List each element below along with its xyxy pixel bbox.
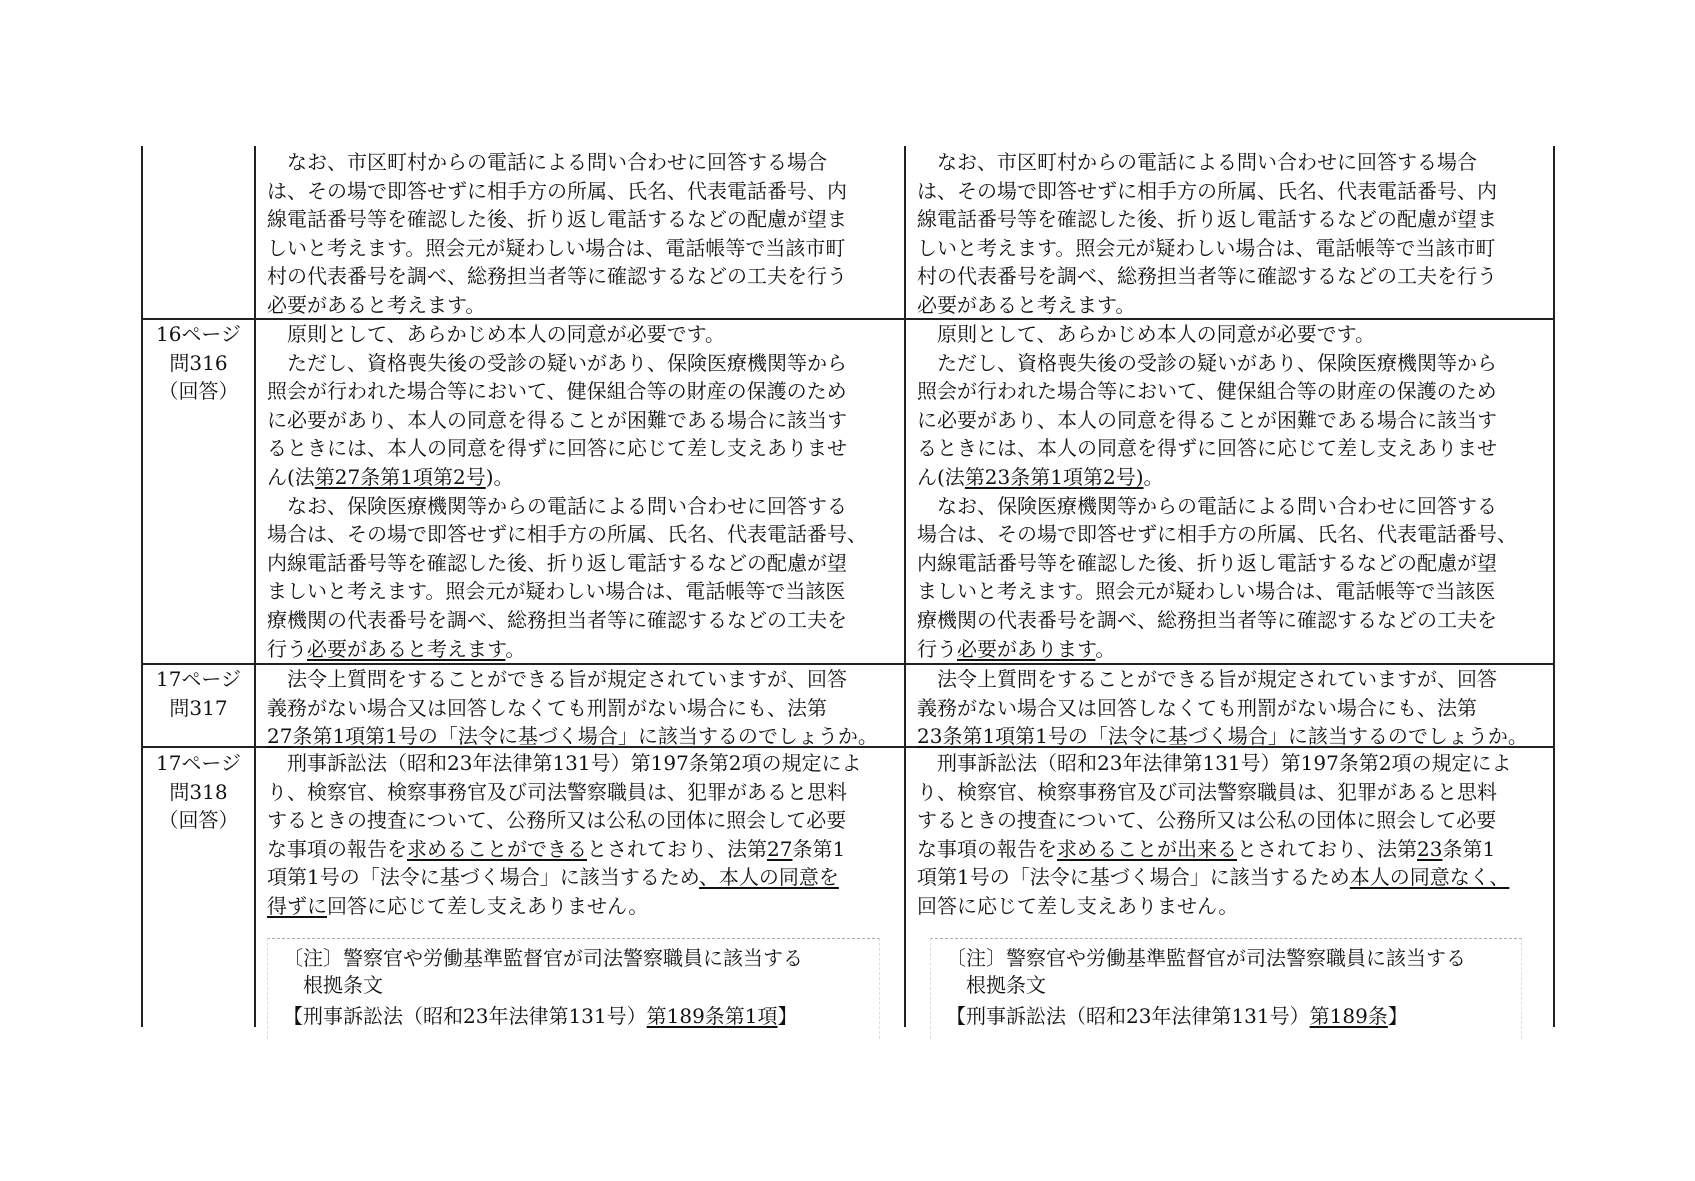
underlined-text: 第189条 bbox=[1309, 1004, 1388, 1028]
text-segment: なお、市区町村からの電話による問い合わせに回答する場合 bbox=[267, 150, 827, 174]
text-segment: ただし、資格喪失後の受診の疑いがあり、保険医療機関等から bbox=[267, 350, 847, 375]
left-note-line bbox=[283, 1002, 798, 1030]
right-column-text-line bbox=[917, 577, 1495, 605]
text-segment: 刑事訴訟法（昭和23年法律第131号）第197条第2項の規定によ bbox=[267, 751, 862, 775]
text-segment: 行う bbox=[917, 636, 957, 661]
right-column-text-line bbox=[917, 665, 1497, 693]
table-border-left bbox=[141, 146, 143, 1027]
right-column-text-line bbox=[917, 778, 1497, 806]
right-column-text-line bbox=[917, 863, 1509, 891]
underlined-text: 23 bbox=[917, 724, 943, 749]
text-segment: り、検察官、検察事務官及び司法警察職員は、犯罪があると思料 bbox=[917, 779, 1497, 804]
text-segment: に必要があり、本人の同意を得ることが困難である場合に該当す bbox=[917, 407, 1497, 432]
right-note-line bbox=[946, 971, 1046, 999]
row-label: 17ページ bbox=[155, 667, 242, 691]
row-label: （回答） bbox=[158, 379, 239, 404]
text-segment: なお、保険医療機関等からの電話による問い合わせに回答する bbox=[267, 493, 847, 518]
table-border-right bbox=[1553, 146, 1555, 1027]
right-column-text-line bbox=[917, 177, 1497, 205]
right-column-text-line bbox=[917, 892, 1238, 920]
text-segment: 回答に応じて差し支えありません。 bbox=[917, 894, 1239, 918]
underlined-text: 27 bbox=[767, 836, 793, 861]
right-column-text-line bbox=[917, 835, 1495, 863]
text-segment: 】 bbox=[777, 1004, 798, 1028]
left-column-text-line bbox=[267, 262, 847, 290]
text-segment: 照会が行われた場合等において、健保組合等の財産の保護のため bbox=[917, 379, 1497, 404]
underlined-text: 求めることができる bbox=[407, 836, 587, 861]
text-segment: 項第1号の「法令に基づく場合」に該当するため bbox=[267, 865, 699, 890]
row-label: 17ページ bbox=[155, 751, 242, 775]
underlined-text: 第23条第1項第2号) bbox=[964, 465, 1144, 489]
right-column-text-line bbox=[917, 694, 1477, 722]
left-column-text-line bbox=[267, 377, 847, 405]
right-note-line bbox=[946, 1002, 1408, 1030]
underlined-text: 必要があります bbox=[957, 636, 1096, 661]
right-column-text-line bbox=[917, 291, 1135, 319]
left-column-text-line bbox=[267, 665, 847, 693]
underlined-text: 23 bbox=[1417, 836, 1443, 861]
text-segment: 条第1項第1号の「法令に基づく場合」に該当するのでしょうか。 bbox=[292, 724, 878, 749]
left-note-line bbox=[283, 971, 383, 999]
left-column-text-line bbox=[267, 349, 847, 377]
left-column-text-line bbox=[267, 291, 485, 319]
left-column-text-line bbox=[267, 549, 847, 577]
underlined-text: 第27条第1項第2号 bbox=[314, 465, 486, 489]
text-segment: は、その場で即答せずに相手方の所属、氏名、代表電話番号、内 bbox=[267, 178, 847, 203]
right-column-text-line bbox=[917, 262, 1497, 290]
left-note-line bbox=[283, 944, 803, 972]
text-segment: しいと考えます。照会元が疑わしい場合は、電話帳等で当該市町 bbox=[917, 235, 1496, 260]
text-segment: 義務がない場合又は回答しなくても刑罰がない場合にも、法第 bbox=[917, 695, 1477, 720]
text-segment: ましいと考えます。照会元が疑わしい場合は、電話帳等で当該医 bbox=[917, 579, 1496, 604]
text-segment: 〔注〕警察官や労働基準監督官が司法警察職員に該当する bbox=[283, 946, 803, 970]
left-column-text-line bbox=[267, 778, 847, 806]
column-divider-label bbox=[254, 146, 256, 1027]
right-note-line bbox=[946, 944, 1466, 972]
right-column-text-line bbox=[917, 722, 1528, 750]
text-segment: 義務がない場合又は回答しなくても刑罰がない場合にも、法第 bbox=[267, 695, 827, 720]
text-segment: しいと考えます。照会元が疑わしい場合は、電話帳等で当該市町 bbox=[267, 235, 846, 260]
text-segment: ん(法 bbox=[267, 465, 315, 489]
text-segment: 必要があると考えます。 bbox=[267, 293, 486, 317]
underlined-text: 本人の同意なく、 bbox=[1349, 865, 1510, 890]
text-segment: は、その場で即答せずに相手方の所属、氏名、代表電話番号、内 bbox=[917, 178, 1497, 203]
underlined-text: 得ずに bbox=[267, 894, 327, 918]
left-column-text-line bbox=[267, 606, 847, 634]
row-label: 問316 bbox=[169, 350, 228, 375]
text-segment: 線電話番号等を確認した後、折り返し電話するなどの配慮が望ま bbox=[267, 207, 847, 232]
right-column-text-line bbox=[917, 749, 1512, 777]
left-column-text-line bbox=[267, 577, 845, 605]
right-column-text-line bbox=[917, 549, 1497, 577]
text-segment: とされており、法第 bbox=[1237, 836, 1417, 861]
left-column-text-line bbox=[267, 694, 827, 722]
text-segment: 村の代表番号を調べ、総務担当者等に確認するなどの工夫を行う bbox=[917, 264, 1497, 289]
left-column-text-line bbox=[267, 148, 827, 176]
text-segment: 。 bbox=[505, 636, 526, 661]
text-segment: とされており、法第 bbox=[587, 836, 767, 861]
text-segment: 村の代表番号を調べ、総務担当者等に確認するなどの工夫を行う bbox=[267, 264, 847, 289]
underlined-text: 必要があると考えます bbox=[307, 636, 506, 661]
text-segment: なお、保険医療機関等からの電話による問い合わせに回答する bbox=[917, 493, 1497, 518]
right-column-text-line bbox=[917, 635, 1115, 663]
left-column-text-line bbox=[267, 520, 867, 548]
text-segment: 原則として、あらかじめ本人の同意が必要です。 bbox=[917, 322, 1375, 346]
underlined-text: 第189条第1項 bbox=[646, 1004, 778, 1028]
text-segment: 行う bbox=[267, 636, 307, 661]
text-segment: 線電話番号等を確認した後、折り返し電話するなどの配慮が望ま bbox=[917, 207, 1497, 232]
left-column-text-line bbox=[267, 635, 525, 663]
left-column-text-line bbox=[267, 320, 725, 348]
right-column-text-line bbox=[917, 806, 1496, 834]
text-segment: るときには、本人の同意を得ずに回答に応じて差し支えありませ bbox=[267, 436, 847, 461]
left-column-text-line bbox=[267, 205, 847, 233]
text-segment: 〔注〕警察官や労働基準監督官が司法警察職員に該当する bbox=[946, 946, 1466, 970]
text-segment: 場合は、その場で即答せずに相手方の所属、氏名、代表電話番号、 bbox=[267, 522, 867, 547]
text-segment: 。 bbox=[1143, 465, 1164, 489]
text-segment: に必要があり、本人の同意を得ることが困難である場合に該当す bbox=[267, 407, 847, 432]
right-column-text-line bbox=[917, 377, 1497, 405]
left-column-text-line bbox=[267, 492, 847, 520]
text-segment: 内線電話番号等を確認した後、折り返し電話するなどの配慮が望 bbox=[267, 550, 847, 575]
right-column-text-line bbox=[917, 463, 1164, 491]
text-segment: 】 bbox=[1387, 1004, 1408, 1028]
text-segment: 療機関の代表番号を調べ、総務担当者等に確認するなどの工夫を bbox=[917, 608, 1497, 632]
left-column-text-line bbox=[267, 177, 847, 205]
text-segment: な事項の報告を bbox=[917, 836, 1057, 861]
row-label: （回答） bbox=[158, 808, 239, 833]
text-segment: 療機関の代表番号を調べ、総務担当者等に確認するなどの工夫を bbox=[267, 608, 847, 632]
right-column-text-line bbox=[917, 320, 1375, 348]
text-segment: 【刑事訴訟法（昭和23年法律第131号） bbox=[283, 1004, 647, 1028]
left-column-text-line bbox=[267, 406, 847, 434]
text-segment: 項第1号の「法令に基づく場合」に該当するため bbox=[917, 865, 1350, 890]
underlined-text: 27 bbox=[267, 724, 293, 749]
text-segment: 根拠条文 bbox=[283, 973, 383, 997]
text-segment: 法令上質問をすることができる旨が規定されていますが、回答 bbox=[267, 667, 847, 691]
right-column-text-line bbox=[917, 434, 1497, 462]
left-column-text-line bbox=[267, 892, 648, 920]
right-column-text-line bbox=[917, 406, 1497, 434]
right-column-text-line bbox=[917, 234, 1495, 262]
left-column-text-line bbox=[267, 835, 845, 863]
row-label: 問317 bbox=[169, 695, 228, 720]
text-segment: するときの捜査について、公務所又は公私の団体に照会して必要 bbox=[267, 808, 847, 833]
right-column-text-line bbox=[917, 349, 1497, 377]
underlined-text: 求めることが出来る bbox=[1057, 836, 1237, 861]
column-divider-middle bbox=[904, 146, 906, 1027]
text-segment: 回答に応じて差し支えありません。 bbox=[327, 894, 649, 918]
text-segment: 。 bbox=[1095, 636, 1116, 661]
right-column-text-line bbox=[917, 205, 1497, 233]
right-column-text-line bbox=[917, 492, 1497, 520]
text-segment: 刑事訴訟法（昭和23年法律第131号）第197条第2項の規定によ bbox=[917, 751, 1512, 775]
left-column-text-line bbox=[267, 463, 514, 491]
text-segment: り、検察官、検察事務官及び司法警察職員は、犯罪があると思料 bbox=[267, 779, 847, 804]
left-column-text-line bbox=[267, 722, 878, 750]
text-segment: 条第1 bbox=[792, 836, 846, 861]
row-label: 問318 bbox=[169, 779, 228, 804]
text-segment: 条第1項第1号の「法令に基づく場合」に該当するのでしょうか。 bbox=[942, 724, 1528, 749]
left-column-text-line bbox=[267, 234, 845, 262]
text-segment: 法令上質問をすることができる旨が規定されていますが、回答 bbox=[917, 667, 1497, 691]
left-column-text-line bbox=[267, 749, 862, 777]
right-column-text-line bbox=[917, 606, 1497, 634]
right-column-text-line bbox=[917, 520, 1517, 548]
text-segment: )。 bbox=[485, 465, 514, 489]
text-segment: 場合は、その場で即答せずに相手方の所属、氏名、代表電話番号、 bbox=[917, 522, 1517, 547]
text-segment: な事項の報告を bbox=[267, 836, 407, 861]
text-segment: ただし、資格喪失後の受診の疑いがあり、保険医療機関等から bbox=[917, 350, 1497, 375]
row-label: 16ページ bbox=[155, 322, 242, 346]
text-segment: 根拠条文 bbox=[946, 973, 1046, 997]
text-segment: ましいと考えます。照会元が疑わしい場合は、電話帳等で当該医 bbox=[267, 579, 846, 604]
text-segment: 必要があると考えます。 bbox=[917, 293, 1136, 317]
text-segment: するときの捜査について、公務所又は公私の団体に照会して必要 bbox=[917, 808, 1497, 833]
left-column-text-line bbox=[267, 806, 846, 834]
text-segment: るときには、本人の同意を得ずに回答に応じて差し支えありませ bbox=[917, 436, 1497, 461]
text-segment: 【刑事訴訟法（昭和23年法律第131号） bbox=[946, 1004, 1310, 1028]
text-segment: 照会が行われた場合等において、健保組合等の財産の保護のため bbox=[267, 379, 847, 404]
text-segment: 原則として、あらかじめ本人の同意が必要です。 bbox=[267, 322, 725, 346]
text-segment: なお、市区町村からの電話による問い合わせに回答する場合 bbox=[917, 150, 1477, 174]
left-column-text-line bbox=[267, 863, 839, 891]
text-segment: 条第1 bbox=[1442, 836, 1496, 861]
right-column-text-line bbox=[917, 148, 1477, 176]
left-column-text-line bbox=[267, 434, 847, 462]
text-segment: ん(法 bbox=[917, 465, 965, 489]
underlined-text: 、本人の同意を bbox=[698, 865, 839, 890]
text-segment: 内線電話番号等を確認した後、折り返し電話するなどの配慮が望 bbox=[917, 550, 1497, 575]
